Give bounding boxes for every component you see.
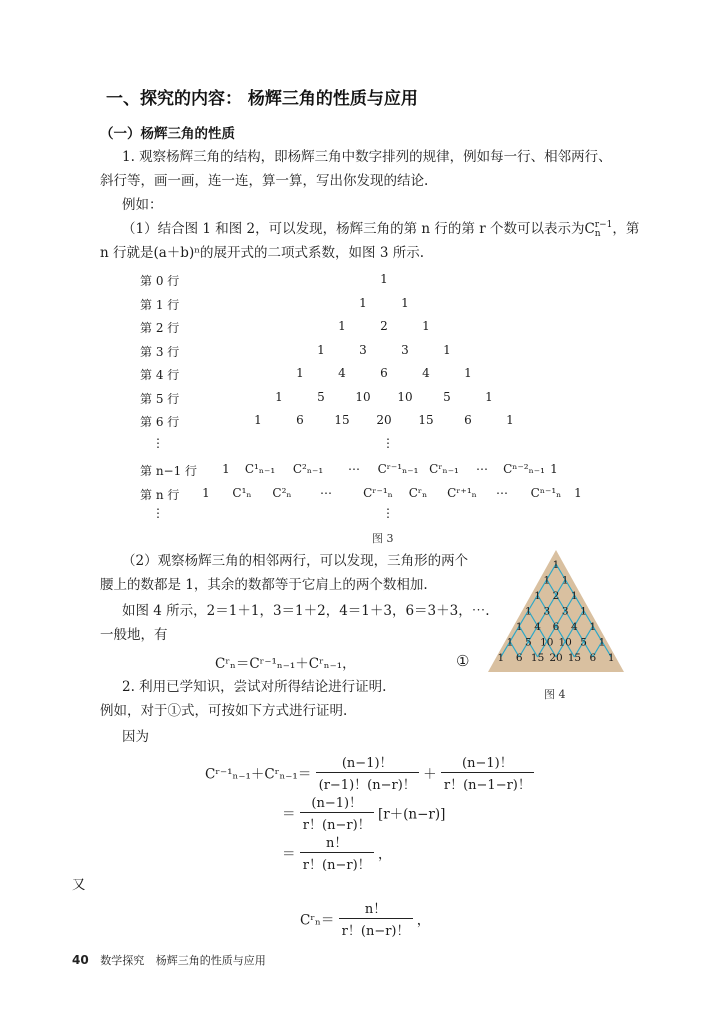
triangle-cell: 4	[338, 366, 346, 380]
triangle-cell: 10	[355, 389, 371, 404]
triangle-cell: C¹ₙ₋₁	[244, 462, 276, 476]
proof-line-1: Cʳ⁻¹ₙ₋₁＋Cʳₙ₋₁＝ $\frac{(n-1)!}{(r-1)!(n-r)!}$ ＋ $\frac{(n-1)!}{r!(n-1-r)!}$	[205, 752, 534, 793]
proof-fraction-1: $\frac{(n-1)!}{(r-1)!(n-r)!}$	[316, 752, 419, 793]
para6: 例如，对于①式，可按如下方式进行证明.	[100, 703, 348, 719]
fig4-number: 4	[571, 621, 578, 633]
para2-line2: n 行就是(a＋b)ⁿ的展开式的二项式系数，如图 3 所示.	[100, 245, 425, 261]
triangle-row-label: 第 5 行	[140, 391, 180, 406]
para3-line2: 腰上的数都是 1，其余的数都等于它肩上的两个数相加.	[100, 577, 428, 593]
triangle-cell: 15	[418, 413, 434, 427]
formula-1: Cʳₙ＝Cʳ⁻¹ₙ₋₁＋Cʳₙ₋₁，	[215, 656, 356, 672]
triangle-cell: ⋯	[348, 462, 360, 476]
also-label: 又	[72, 877, 86, 893]
triangle-row-label: 第 n−1 行	[140, 464, 198, 478]
fig4-number: 10	[540, 636, 554, 649]
final-formula: Cʳₙ＝ $\frac{n!}{r!(n-r)!}$ ，	[300, 898, 430, 939]
chapter-title: 杨辉三角的性质与应用	[155, 954, 266, 967]
fig4-caption: 图 4	[544, 688, 566, 701]
example-label: 例如：	[122, 197, 163, 213]
proof-fraction-3: $\frac{(n-1)!}{r!(n-r)!}$	[300, 792, 374, 833]
triangle-cell: 1	[380, 272, 388, 286]
triangle-cell: 6	[464, 413, 472, 427]
para2-line1: （1）结合图 1 和图 2，可以发现，杨辉三角的第 n 行的第 r 个数可以表示为C r−1 n ，第	[122, 219, 640, 239]
triangle-cell: 1	[296, 366, 304, 380]
fig3-caption: 图 3	[372, 532, 394, 545]
triangle-cell: Cʳ⁻¹ₙ	[363, 486, 393, 500]
para4-line2: 一般地，有	[100, 627, 168, 643]
triangle-cell: Cⁿ⁻²ₙ₋₁	[503, 462, 545, 476]
triangle-dots-upper-left: ⋮	[152, 436, 164, 450]
triangle-cell: 1	[275, 389, 283, 404]
triangle-cell: 1	[359, 295, 367, 310]
triangle-row	[140, 462, 620, 480]
fig4-number: 1	[552, 559, 560, 571]
fig4-number: 15	[567, 652, 582, 664]
subsection-title: （一）杨辉三角的性质	[100, 126, 235, 142]
triangle-cell: 1	[485, 389, 493, 404]
triangle-dots-upper-center: ⋮	[382, 436, 394, 450]
triangle-cell: Cʳ⁺¹ₙ	[447, 486, 477, 500]
para4-line1: 如图 4 所示，2＝1＋1，3＝1＋2，4＝1＋3，6＝3＋3，⋯.	[122, 603, 490, 619]
triangle-cell: 1	[401, 295, 409, 310]
fig4-number: 1	[525, 605, 532, 618]
triangle-row-label: 第 0 行	[140, 274, 180, 288]
page-number: 40	[72, 953, 89, 967]
triangle-cell: 10	[397, 389, 413, 404]
fig4-number: 1	[543, 574, 551, 587]
fig4-number: 3	[561, 605, 569, 618]
fig4-number: 10	[558, 636, 572, 649]
fig4-number: 1	[497, 652, 505, 664]
triangle-cell: Cⁿ⁻¹ₙ	[530, 486, 562, 500]
triangle-row	[140, 390, 620, 408]
proof-line-2: ＝ $\frac{(n-1)!}{r!(n-r)!}$ [r＋(n−r)]	[282, 792, 445, 833]
fig4-number: 6	[552, 621, 560, 633]
fig4-number: 5	[525, 636, 532, 649]
triangle-cell: 1	[422, 319, 430, 333]
formula-1-mark: ①	[456, 652, 470, 670]
triangle-cell: 1	[443, 342, 451, 357]
triangle-row-label: 第 1 行	[140, 297, 180, 312]
triangle-cell: 6	[380, 366, 388, 380]
fig4-number: 1	[506, 636, 514, 649]
triangle-cell: 5	[443, 389, 451, 404]
triangle-cell: 1	[506, 413, 514, 427]
fig4-number: 1	[534, 590, 541, 602]
triangle-cell: 2	[380, 319, 388, 333]
fig4-number: 1	[571, 590, 578, 602]
triangle-cell: 3	[359, 342, 367, 357]
para3-line1: （2）观察杨辉三角的相邻两行，可以发现，三角形的两个	[122, 553, 469, 569]
triangle-cell: 1	[317, 342, 325, 357]
triangle-cell: 3	[401, 342, 409, 357]
section-title: 一、探究的内容： 杨辉三角的性质与应用	[106, 89, 418, 109]
fig4-number: 6	[589, 652, 597, 664]
para1-line1: 1. 观察杨辉三角的结构，即杨辉三角中数字排列的规律，例如每一行、相邻两行、	[122, 149, 612, 165]
fig4-number: 5	[580, 636, 587, 649]
proof-fraction-2: $\frac{(n-1)!}{r!(n-1-r)!}$	[441, 752, 534, 793]
fig4-number: 15	[530, 652, 545, 664]
triangle-cell: 5	[317, 389, 325, 404]
triangle-row	[140, 343, 620, 361]
triangle-cell: Cʳₙ	[408, 486, 428, 500]
triangle-cell: 1	[222, 462, 230, 476]
fig4-number: 1	[561, 574, 569, 587]
fig4-number: 6	[515, 652, 523, 664]
triangle-cell: C¹ₙ	[232, 486, 252, 500]
triangle-row-label: 第 4 行	[140, 368, 180, 382]
triangle-cell: ⋯	[320, 486, 332, 500]
triangle-cell: Cʳₙ₋₁	[429, 462, 459, 476]
fig4-number: 4	[534, 621, 541, 633]
triangle-cell: 1	[338, 319, 346, 333]
triangle-row	[140, 296, 620, 314]
triangle-cell: 1	[550, 462, 558, 476]
fig4-number: 1	[607, 652, 615, 664]
triangle-cell: 6	[296, 413, 304, 427]
fig4-number: 1	[515, 621, 523, 633]
fig4-number: 3	[543, 605, 551, 618]
fig4-triangle	[486, 548, 626, 678]
proof-fraction-4: $\frac{n!}{r!(n-r)!}$	[300, 832, 374, 873]
triangle-row	[140, 486, 620, 504]
para5: 2. 利用已学知识，尝试对所得结论进行证明.	[122, 679, 387, 695]
triangle-dots-lower-center: ⋮	[382, 506, 394, 520]
triangle-cell: ⋯	[496, 486, 508, 500]
triangle-cell: Cʳ⁻¹ₙ₋₁	[377, 462, 419, 476]
triangle-row-label: 第 6 行	[140, 415, 180, 429]
triangle-row-label: 第 n 行	[140, 488, 180, 502]
para1-line2: 斜行等，画一画，连一连，算一算，写出你发现的结论.	[100, 173, 429, 189]
triangle-cell: 1	[574, 486, 582, 500]
because-label: 因为	[122, 729, 149, 745]
triangle-cell: 1	[202, 486, 210, 500]
triangle-cell: 1	[464, 366, 472, 380]
triangle-dots-lower-left: ⋮	[152, 506, 164, 520]
triangle-cell: 1	[254, 413, 262, 427]
fig4-number: 20	[549, 652, 563, 664]
fig4-number: 1	[589, 621, 597, 633]
triangle-cell: ⋯	[476, 462, 488, 476]
triangle-row	[140, 366, 620, 384]
triangle-row	[140, 413, 620, 431]
triangle-row-label: 第 3 行	[140, 344, 180, 359]
book-title: 数学探究	[100, 954, 145, 967]
fig4-number: 1	[598, 636, 606, 649]
page-footer	[72, 952, 266, 968]
fig4-number: 2	[552, 590, 560, 602]
triangle-cell: C²ₙ	[272, 486, 292, 500]
triangle-cell: C²ₙ₋₁	[292, 462, 324, 476]
triangle-row	[140, 319, 620, 337]
triangle-cell: 4	[422, 366, 430, 380]
triangle-cell: 20	[376, 413, 392, 427]
final-fraction: $\frac{n!}{r!(n-r)!}$	[339, 898, 413, 939]
triangle-cell: 15	[334, 413, 350, 427]
fig4-number: 1	[580, 605, 587, 618]
triangle-row-label: 第 2 行	[140, 321, 180, 335]
triangle-row	[140, 272, 620, 290]
proof-line-3: ＝ $\frac{n!}{r!(n-r)!}$ ，	[282, 832, 391, 873]
